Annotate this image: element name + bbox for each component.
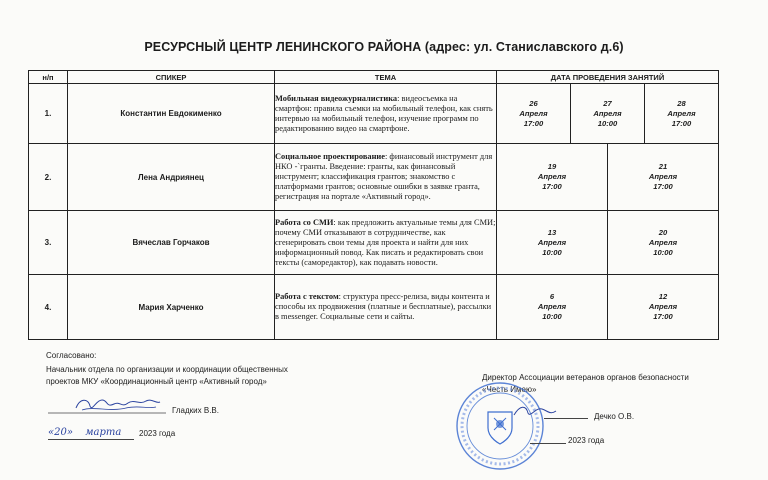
date-time: 10:00 (597, 118, 618, 128)
table-header-row (29, 71, 719, 84)
approver-name: Гладких В.В. (172, 406, 219, 415)
director-position-line1: Директор Ассоциации ветеранов органов безопасности (482, 373, 689, 382)
approval-date-day: «20» (48, 427, 73, 438)
director-signature-line (544, 418, 588, 419)
speaker-name: Мария Харченко (68, 275, 275, 340)
row-number: 3. (29, 211, 68, 275)
director-date-year: 2023 года (568, 436, 605, 445)
date-time: 10:00 (542, 247, 562, 257)
date-slot (607, 275, 718, 339)
topic-description: : видеосъемка на смартфон: правила съемки на мобильный телефон, как снять интервью на мобильный телефон, изучение программ по редактированию видео на смартфоне. (275, 93, 493, 133)
topic-description: : структура пресс-релиза, виды контента и способы их продвижения (платные и бесплатные), рассылки в messenger. Социальные сети и сайты. (275, 292, 492, 321)
topic-description: : как предложить актуальные темы для СМИ; почему СМИ отказывают в сотрудничестве, как сгенерировать свои темы для проекта и найти для них информационный повод. Как писать и редактировать свои тексты (саморедактор), как подавать новости. (275, 217, 496, 267)
date-day: 21 (658, 162, 668, 171)
director-position-line2: «Честь Имею» (482, 385, 537, 394)
date-month: Апреля (648, 302, 678, 311)
date-slot (497, 211, 607, 274)
date-slot (607, 211, 718, 274)
header-num: н/п (29, 71, 68, 84)
approval-date-month: марта (85, 427, 122, 438)
date-month: Апреля (519, 108, 548, 118)
date-month: Апреля (537, 172, 567, 181)
dates-cell (497, 211, 719, 275)
dates-cell (497, 275, 719, 340)
date-month: Апреля (648, 172, 678, 181)
date-day: 13 (547, 227, 557, 237)
date-time: 10:00 (653, 247, 673, 257)
speaker-name: Константин Евдокименко (68, 84, 275, 144)
table-row (29, 211, 719, 275)
row-number: 4. (29, 275, 68, 340)
date-day: 19 (547, 162, 557, 171)
header-dates: ДАТА ПРОВЕДЕНИЯ ЗАНЯТИЙ (497, 71, 719, 84)
topic-heading: Работа со СМИ (275, 217, 334, 227)
handwritten-signature (48, 394, 166, 416)
date-time: 10:00 (542, 312, 562, 321)
table-row (29, 275, 719, 340)
header-topic: ТЕМА (275, 71, 497, 84)
date-slot (497, 275, 607, 339)
director-date-line (530, 443, 566, 444)
date-time: 17:00 (671, 118, 692, 128)
approval-date-line (48, 427, 134, 440)
topic-text (275, 211, 497, 275)
date-month: Апреля (648, 237, 678, 247)
table-row (29, 84, 719, 144)
date-time: 17:00 (542, 182, 562, 191)
dates-cell (497, 144, 719, 211)
date-day: 20 (658, 227, 668, 237)
date-time: 17:00 (653, 312, 673, 321)
row-number: 2. (29, 144, 68, 211)
date-day: 26 (529, 98, 538, 108)
date-day: 27 (603, 98, 612, 108)
header-speaker: СПИКЕР (68, 71, 275, 84)
date-time: 17:00 (653, 182, 673, 191)
date-month: Апреля (593, 108, 622, 118)
speaker-name: Лена Андриянец (68, 144, 275, 211)
table-row (29, 144, 719, 211)
date-slot (497, 84, 570, 143)
organization-stamp (454, 380, 546, 472)
date-day: 12 (658, 292, 668, 301)
topic-text (275, 275, 497, 340)
date-month: Апреля (537, 302, 567, 311)
speaker-name: Вячеслав Горчаков (68, 211, 275, 275)
date-slot (570, 84, 644, 143)
date-slot (644, 84, 718, 143)
dates-cell (497, 84, 719, 144)
approval-date-year: 2023 года (139, 429, 176, 438)
approver-position-line2: проектов МКУ «Координационный центр «Активный город» (46, 377, 267, 386)
date-day: 28 (677, 98, 686, 108)
schedule-table (28, 70, 719, 340)
row-number: 1. (29, 84, 68, 144)
date-slot (607, 144, 718, 210)
date-time: 17:00 (523, 118, 544, 128)
topic-heading: Работа с текстом (275, 292, 339, 301)
approver-position-line1: Начальник отдела по организации и координации общественных (46, 365, 288, 374)
topic-text (275, 144, 497, 211)
page-title: РЕСУРСНЫЙ ЦЕНТР ЛЕНИНСКОГО РАЙОНА (адрес: ул. Станиславского д.6) (144, 40, 624, 54)
agreed-label: Согласовано: (46, 351, 97, 360)
date-month: Апреля (667, 108, 696, 118)
date-month: Апреля (537, 237, 567, 247)
topic-text (275, 84, 497, 144)
topic-heading: Социальное проектирование (275, 152, 385, 161)
topic-description: : финансовый инструмент для НКО -`гранты. Введение: гранты, как финансовый инструмент; классификация грантов; знакомство с платформами грантов; основные ошибки в заявке гранта, регистрация на портале «Активный город». (275, 152, 493, 201)
date-day: 6 (549, 292, 555, 301)
director-name: Дечко О.В. (594, 412, 635, 421)
topic-heading: Мобильная видеожурналистика (275, 93, 398, 103)
date-slot (497, 144, 607, 210)
